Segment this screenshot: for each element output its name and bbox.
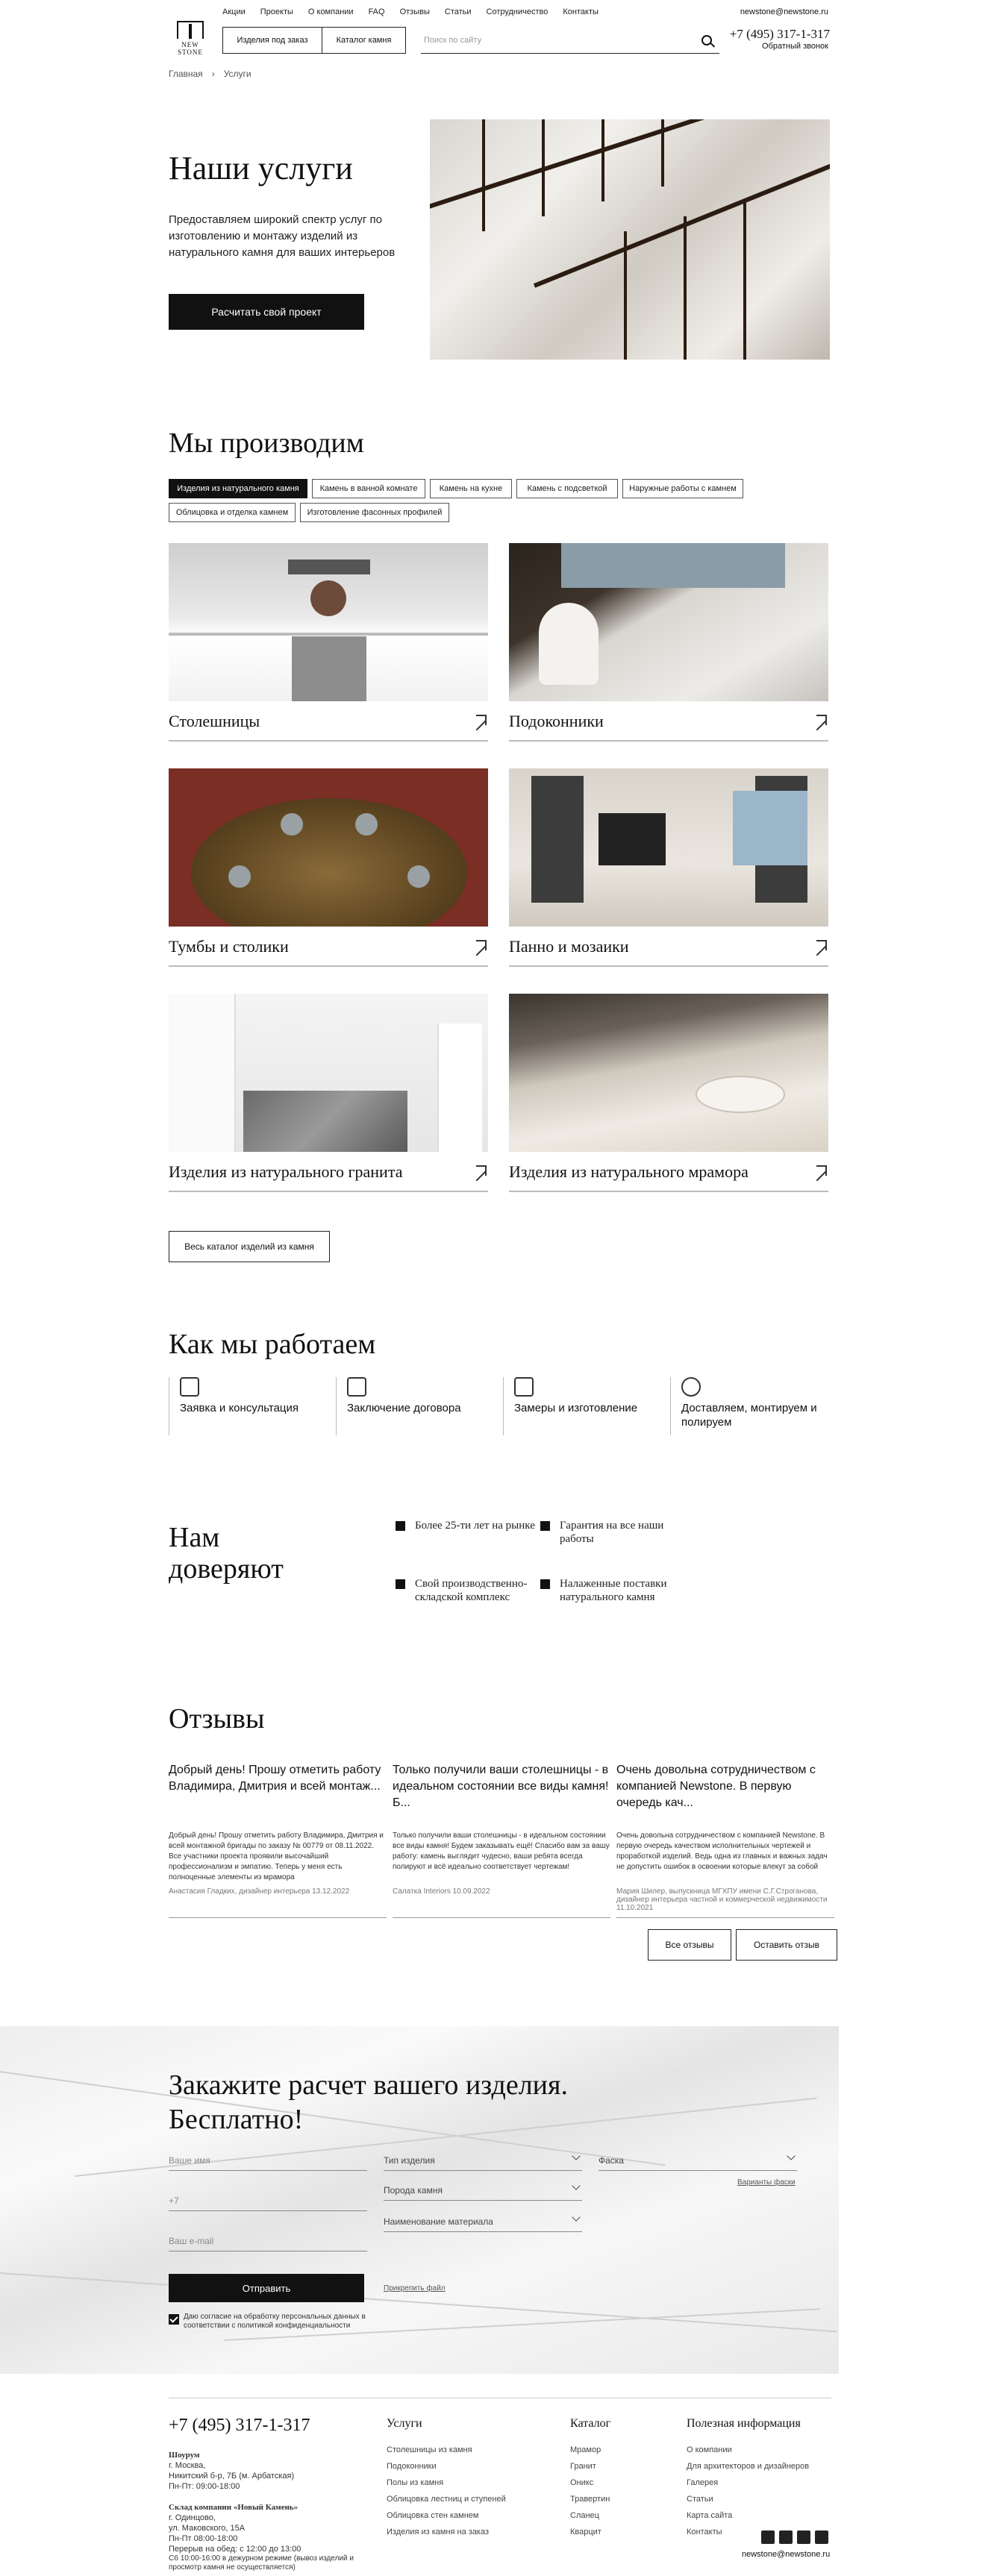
- leave-review-button[interactable]: Оставить отзыв: [736, 1929, 837, 1961]
- footer-link[interactable]: Полы из камня: [387, 2478, 444, 2487]
- email-field[interactable]: Ваш e-mail: [169, 2229, 367, 2251]
- search-placeholder: Поиск по сайту: [424, 35, 482, 45]
- review-title: Добрый день! Прошу отметить работу Владимира, Дмитрия и всей монтаж...: [169, 1764, 381, 1793]
- consent-checkbox[interactable]: [169, 2314, 179, 2325]
- footer-link[interactable]: Травертин: [570, 2495, 610, 2504]
- custom-products-button[interactable]: Изделия под заказ: [222, 27, 322, 54]
- nav-link-promo[interactable]: Акции: [222, 7, 246, 16]
- review-body: Добрый день! Прошу отметить работу Владимира, Дмитрия и всей монтажной бригады по заказу № 00779 от 08.11.2022. Все участники проекта проявили высочайший профессионализм и эмпатию. Теперь у меня есть полноценные элементы из мрамора: [169, 1831, 384, 1881]
- card-title-tables[interactable]: Тумбы и столики: [169, 937, 289, 956]
- name-field[interactable]: Ваше имя: [169, 2149, 367, 2171]
- review-author: Салатка Interiors 10.09.2022: [393, 1887, 490, 1896]
- arrow-icon[interactable]: [475, 1165, 487, 1177]
- page-title: Наши услуги: [169, 150, 353, 187]
- footer-link[interactable]: Мрамор: [570, 2445, 601, 2454]
- logo-icon: [177, 21, 204, 39]
- card-title-marble[interactable]: Изделия из натурального мрамора: [509, 1162, 749, 1181]
- arrow-icon[interactable]: [475, 940, 487, 952]
- trust-title: Нам доверяют: [169, 1522, 284, 1585]
- card-image-granite[interactable]: [169, 994, 488, 1152]
- phone-icon: [180, 1377, 199, 1397]
- card-image-panels[interactable]: [509, 768, 828, 927]
- review-body: Очень довольна сотрудничеством с компанией Newstone. В первую очередь качеством исполнительных чертежей и проработкой изделий. Ведь одна из главных и важных задач не допустить ошибок в освоении которые влекут за собой: [616, 1831, 828, 1871]
- logo[interactable]: [169, 21, 212, 54]
- review-title: Очень довольна сотрудничеством с компанией Newstone. В первую очередь кач...: [616, 1764, 816, 1809]
- step-request: Заявка и консультация: [169, 1377, 318, 1435]
- card-image-tables[interactable]: [169, 768, 488, 927]
- card-image-countertops[interactable]: [169, 543, 488, 701]
- breadcrumb-home[interactable]: Главная: [169, 69, 203, 79]
- warehouse-title: Склад компании «Новый Камень»: [169, 2503, 299, 2512]
- step-contract: Заключение договора: [336, 1377, 485, 1435]
- footer-catalog-title: Каталог: [570, 2417, 611, 2430]
- chip-profiles[interactable]: Изготовление фасонных профилей: [300, 503, 449, 522]
- search-input[interactable]: [421, 27, 719, 54]
- stone-catalog-button[interactable]: Каталог камня: [322, 27, 406, 54]
- showroom-address: г. Москва,: [169, 2461, 206, 2470]
- arrow-icon[interactable]: [815, 715, 827, 727]
- nav-link-projects[interactable]: Проекты: [260, 7, 293, 16]
- review-body: Только получили ваши столешницы - в идеальном состоянии все виды камня! Будем заказывать ещё! Спасибо вам за вашу работу: камень выглядит чудесно, ваши ребята всегда полируют и всё идеально соответствует чертежам!: [393, 1831, 610, 1871]
- chevron-right-icon: ›: [211, 69, 215, 79]
- warehouse-break: Перерыв на обед: с 12:00 до 13:00: [169, 2545, 301, 2554]
- calculate-project-button[interactable]: Расчитать свой проект: [169, 294, 364, 330]
- nav-link-articles[interactable]: Статьи: [444, 7, 472, 16]
- reviews-title: Отзывы: [169, 1703, 265, 1734]
- step-measure: Замеры и изготовление: [503, 1377, 652, 1435]
- nav-link-faq[interactable]: FAQ: [368, 7, 385, 16]
- divider: [169, 740, 488, 742]
- showroom-address: Никитский б-р, 7Б (м. Арбатская): [169, 2472, 295, 2481]
- footer-info-title: Полезная информация: [687, 2417, 801, 2430]
- warehouse-saturday: Сб 10:00-16:00 в дежурном режиме (вывоз изделий и просмотр камня не осуществляется): [169, 2554, 354, 2572]
- review-author: Мария Шилер, выпускница МГХПУ имени С.Г.Строганова, дизайнер интерьера частной и коммерческой недвижимости 11.10.2021: [616, 1887, 828, 1912]
- header-email[interactable]: newstone@newstone.ru: [740, 7, 828, 16]
- nav-link-cooperation[interactable]: Сотрудничество: [486, 7, 549, 16]
- review-card[interactable]: [616, 1762, 834, 1912]
- stone-type-select[interactable]: Порода камня: [384, 2178, 582, 2201]
- trust-item-warehouse: Свой производственно-складской комплекс: [396, 1577, 545, 1604]
- arrow-icon[interactable]: [815, 940, 827, 952]
- footer-link[interactable]: Оникс: [570, 2478, 594, 2487]
- card-title-granite[interactable]: Изделия из натурального гранита: [169, 1162, 403, 1181]
- divider: [169, 1191, 488, 1192]
- top-nav: [222, 7, 599, 16]
- review-title: Только получили ваши столешницы - в идеальном состоянии все виды камня! Б...: [393, 1764, 609, 1809]
- chip-kitchen[interactable]: Камень на кухне: [430, 479, 512, 498]
- footer-link[interactable]: Кварцит: [570, 2528, 601, 2536]
- work-title: Как мы работаем: [169, 1329, 376, 1360]
- footer-link[interactable]: О компании: [687, 2445, 732, 2454]
- hero-image: [430, 119, 830, 360]
- footer-link[interactable]: Сланец: [570, 2511, 599, 2520]
- divider: [393, 1917, 610, 1918]
- step-delivery: Доставляем, монтируем и полируем: [670, 1377, 819, 1435]
- footer-link[interactable]: Гранит: [570, 2462, 596, 2471]
- ok-icon[interactable]: [797, 2530, 810, 2544]
- product-type-select[interactable]: Тип изделия: [384, 2149, 582, 2171]
- globe-icon: [681, 1377, 701, 1397]
- footer-phone[interactable]: +7 (495) 317-1-317: [169, 2416, 310, 2435]
- attach-file-link[interactable]: Прикрепить файл: [384, 2284, 446, 2293]
- divider: [169, 1917, 387, 1918]
- trust-item-supply: Налаженные поставки натурального камня: [540, 1577, 690, 1604]
- vk-icon[interactable]: [779, 2530, 793, 2544]
- full-catalog-button[interactable]: Весь каталог изделий из камня: [169, 1231, 330, 1262]
- card-title-countertops[interactable]: Столешницы: [169, 712, 260, 730]
- divider: [616, 1917, 834, 1918]
- warehouse-address: ул. Маковского, 15А: [169, 2524, 246, 2533]
- logo-text: NEW STONE: [178, 41, 203, 56]
- nav-link-reviews[interactable]: Отзывы: [399, 7, 430, 16]
- ruler-icon: [514, 1377, 534, 1397]
- submit-button[interactable]: Отправить: [169, 2274, 364, 2302]
- showroom-hours: Пн-Пт: 09:00-18:00: [169, 2482, 240, 2491]
- chip-outdoor[interactable]: Наружные работы с камнем: [622, 479, 743, 498]
- form-title: Закажите расчет вашего изделия. Бесплатно!: [169, 2069, 568, 2135]
- facet-variants-link[interactable]: Варианты фаски: [737, 2178, 796, 2187]
- search-icon[interactable]: [701, 35, 712, 46]
- breadcrumb: [169, 69, 251, 79]
- material-select[interactable]: Наименование материала: [384, 2210, 582, 2232]
- review-card[interactable]: [169, 1762, 387, 1896]
- footer-link[interactable]: Карта сайта: [687, 2511, 733, 2520]
- chip-natural-stone[interactable]: Изделия из натурального камня: [169, 479, 307, 498]
- telegram-icon[interactable]: [761, 2530, 775, 2544]
- footer-link[interactable]: Облицовка стен камнем: [387, 2511, 479, 2520]
- consent-label: Даю согласие на обработку персональных данных в соответствии с политикой конфиденциальности: [184, 2313, 366, 2330]
- document-icon: [347, 1377, 366, 1397]
- arrow-icon[interactable]: [815, 1165, 827, 1177]
- trust-item-years: Более 25-ти лет на рынке: [396, 1519, 545, 1532]
- divider: [509, 965, 828, 967]
- produce-title: Мы производим: [169, 427, 364, 459]
- warehouse-address: г. Одинцово,: [169, 2513, 216, 2522]
- hero-description: Предоставляем широкий спектр услуг по изготовлению и монтажу изделий из натурального камня для ваших интерьеров: [169, 213, 396, 259]
- warehouse-hours: Пн-Пт 08:00-18:00: [169, 2534, 238, 2543]
- card-title-panels[interactable]: Панно и мозаики: [509, 937, 629, 956]
- nav-link-about[interactable]: О компании: [307, 7, 354, 16]
- card-image-marble[interactable]: [509, 994, 828, 1152]
- review-card[interactable]: [393, 1762, 610, 1896]
- footer-link[interactable]: Столешницы из камня: [387, 2445, 472, 2454]
- footer-link[interactable]: Изделия из камня на заказ: [387, 2528, 490, 2536]
- showroom-title: Шоурум: [169, 2451, 200, 2460]
- chip-backlit[interactable]: Камень с подсветкой: [516, 479, 618, 498]
- footer-link[interactable]: Подоконники: [387, 2462, 437, 2471]
- card-title-windowsills[interactable]: Подоконники: [509, 712, 604, 730]
- footer-services-title: Услуги: [387, 2417, 422, 2430]
- card-image-windowsills[interactable]: [509, 543, 828, 701]
- chip-cladding[interactable]: Облицовка и отделка камнем: [169, 503, 296, 522]
- phone-field[interactable]: +7: [169, 2189, 367, 2211]
- header-phone[interactable]: +7 (495) 317-1-317: [729, 27, 830, 41]
- breadcrumb-current: Услуги: [223, 69, 251, 79]
- footer-email[interactable]: newstone@newstone.ru: [742, 2550, 831, 2559]
- review-author: Анастасия Гладких, дизайнер интерьера 13.12.2022: [169, 1887, 350, 1896]
- footer-link[interactable]: Для архитекторов и дизайнеров: [687, 2462, 810, 2471]
- chip-bathroom[interactable]: Камень в ванной комнате: [312, 479, 425, 498]
- divider: [169, 965, 488, 967]
- all-reviews-button[interactable]: Все отзывы: [648, 1929, 731, 1961]
- arrow-icon[interactable]: [475, 715, 487, 727]
- divider: [509, 1191, 828, 1192]
- callback-link[interactable]: Обратный звонок: [762, 42, 828, 51]
- nav-link-contacts[interactable]: Контакты: [563, 7, 599, 16]
- facet-select[interactable]: Фаска: [599, 2149, 797, 2171]
- trust-item-guarantee: Гарантия на все наши работы: [540, 1519, 690, 1546]
- footer-link[interactable]: Галерея: [687, 2478, 719, 2487]
- footer-link[interactable]: Облицовка лестниц и ступеней: [387, 2495, 506, 2504]
- divider: [509, 740, 828, 742]
- footer-link[interactable]: Статьи: [687, 2495, 713, 2504]
- footer-link[interactable]: Контакты: [687, 2528, 722, 2536]
- youtube-icon[interactable]: [815, 2530, 828, 2544]
